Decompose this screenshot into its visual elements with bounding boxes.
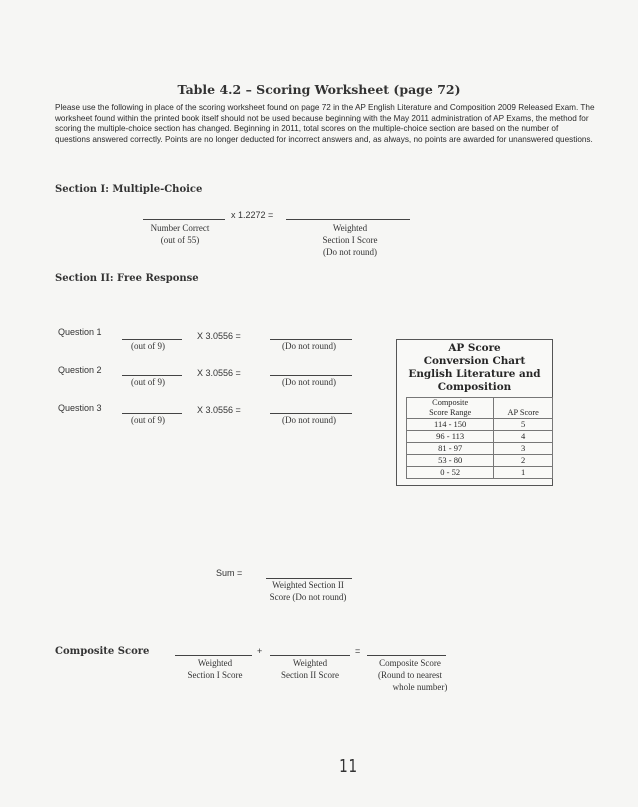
question-3-weighted-blank[interactable] (270, 413, 352, 414)
composite-cap-2-line-1: Weighted (292, 658, 328, 668)
score-cell: 2 (494, 455, 553, 467)
question-3-blank[interactable] (122, 413, 182, 414)
composite-section-2-blank[interactable] (270, 655, 350, 656)
ap-score-header: AP Score (494, 398, 553, 419)
number-correct-label: Number Correct (150, 223, 210, 233)
question-3-multiplier: X 3.0556 = (197, 405, 241, 415)
range-cell: 114 - 150 (407, 419, 494, 431)
weighted-section-1-blank[interactable] (286, 219, 410, 220)
composite-cap-3-line-2: (Round to nearest (378, 670, 442, 680)
composite-cap-1-line-2: Section I Score (187, 670, 243, 680)
chart-title (397, 340, 552, 394)
score-cell: 5 (494, 419, 553, 431)
composite-header-line-2: Score Range (429, 408, 472, 417)
composite-header-line-1: Composite (432, 398, 469, 407)
section-1-score-label: Section I Score (322, 235, 378, 245)
question-3-out-of: (out of 9) (131, 415, 165, 425)
question-2-note: (Do not round) (282, 377, 336, 387)
ap-score-conversion-chart (396, 339, 553, 486)
question-3-note: (Do not round) (282, 415, 336, 425)
composite-cap-1-line-1: Weighted (197, 658, 233, 668)
range-cell: 96 - 113 (407, 431, 494, 443)
composite-range-header (407, 398, 494, 419)
question-2-weighted-blank[interactable] (270, 375, 352, 376)
chart-title-line-3: English Literature and (408, 368, 541, 380)
sum-label: Sum = (216, 568, 243, 578)
handwritten-page-number: 11 (339, 756, 358, 777)
question-1-blank[interactable] (122, 339, 182, 340)
weighted-label: Weighted (332, 223, 368, 233)
chart-title-line-2: Conversion Chart (423, 355, 526, 367)
sum-caption-line-1: Weighted Section II (272, 580, 344, 590)
table-row (407, 419, 553, 431)
equals-sign: = (355, 646, 361, 656)
range-cell: 0 - 52 (407, 467, 494, 479)
section-1-multiplier: x 1.2272 = (231, 210, 274, 220)
composite-section-1-blank[interactable] (175, 655, 252, 656)
conversion-table (406, 397, 553, 479)
question-2-out-of: (out of 9) (131, 377, 165, 387)
score-cell: 4 (494, 431, 553, 443)
chart-title-line-1: AP Score (448, 342, 501, 354)
intro-paragraph: Please use the following in place of the scoring worksheet found on page 72 in the AP English Literature and Composition 2009 Released Exam. The worksheet found within the printed book itself should not be used because beginning with the May 2011 administration of AP Exams, the method for scoring the multiple-choice section has changed. Beginning in 2011, total scores on the multiple-choice section are based on the number of questions answered correctly. Points are no longer deducted for incorrect answers and, as always, no points are awarded for unanswered questions. (55, 103, 595, 144)
table-row (407, 455, 553, 467)
question-1-out-of: (out of 9) (131, 341, 165, 351)
sum-blank[interactable] (266, 578, 352, 579)
question-2-label: Question 2 (58, 365, 102, 375)
composite-total-blank[interactable] (367, 655, 446, 656)
table-row (407, 443, 553, 455)
range-cell: 53 - 80 (407, 455, 494, 467)
composite-cap-2-line-2: Section II Score (281, 670, 339, 680)
sum-caption-line-2: Score (Do not round) (269, 592, 347, 602)
question-1-multiplier: X 3.0556 = (197, 331, 241, 341)
chart-title-line-4: Composition (437, 381, 512, 393)
question-3-label: Question 3 (58, 403, 102, 413)
composite-score-heading: Composite Score (55, 646, 150, 657)
conversion-table-header (407, 398, 553, 419)
composite-cap-3-line-1: Composite Score (379, 658, 441, 668)
question-1-label: Question 1 (58, 327, 102, 337)
question-2-multiplier: X 3.0556 = (197, 368, 241, 378)
section-2-heading: Section II: Free Response (55, 273, 199, 284)
table-row (407, 467, 553, 479)
plus-sign: + (257, 646, 263, 656)
table-row (407, 431, 553, 443)
question-1-weighted-blank[interactable] (270, 339, 352, 340)
do-not-round-label: (Do not round) (323, 247, 377, 257)
question-1-note: (Do not round) (282, 341, 336, 351)
score-cell: 1 (494, 467, 553, 479)
out-of-55-label: (out of 55) (160, 235, 200, 245)
page-title: Table 4.2 – Scoring Worksheet (page 72) (177, 82, 461, 97)
section-1-heading: Section I: Multiple-Choice (55, 184, 203, 195)
question-2-blank[interactable] (122, 375, 182, 376)
composite-cap-3-line-3: whole number) (392, 682, 448, 692)
number-correct-blank[interactable] (143, 219, 225, 220)
score-cell: 3 (494, 443, 553, 455)
range-cell: 81 - 97 (407, 443, 494, 455)
